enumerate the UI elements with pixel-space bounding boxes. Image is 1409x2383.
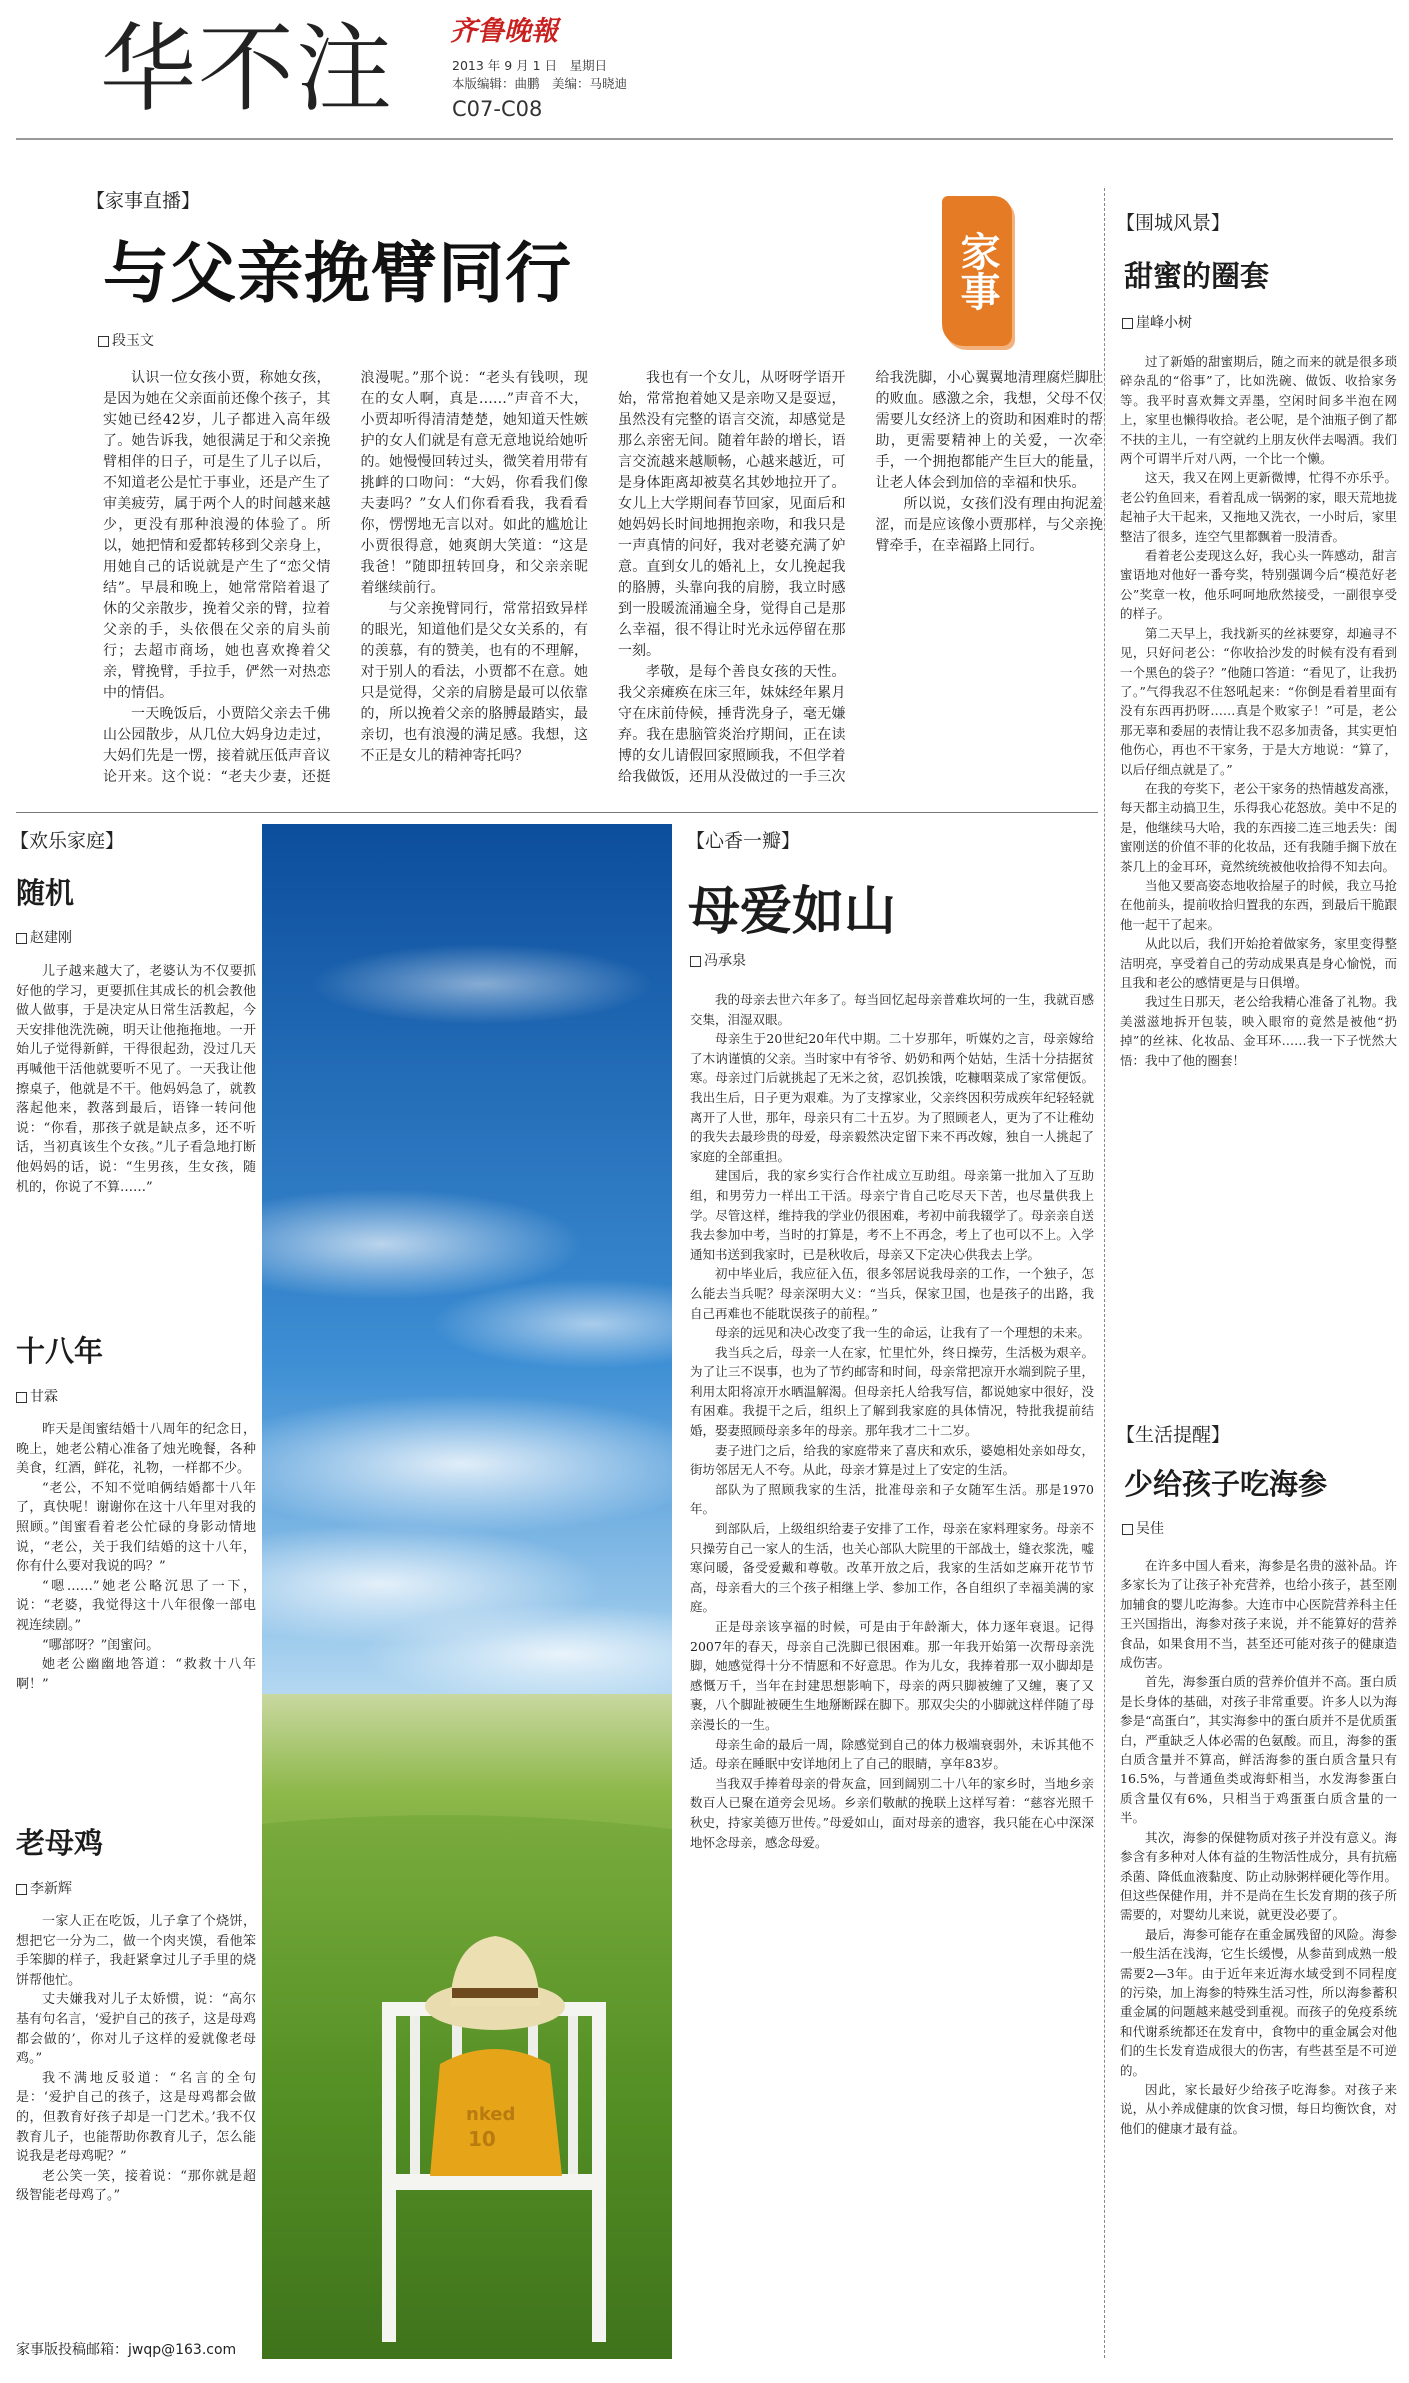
joy-paragraph: 老公笑一笑，接着说：“那你就是超级智能老母鸡了。” xyxy=(16,2168,256,2204)
mother-paragraph: 母亲生命的最后一周，除感觉到自己的体力极端衰弱外，未诉其他不适。母亲在睡眠中安详地闭上了自己的眼睛，享年83岁。 xyxy=(690,1736,1094,1772)
sweet-paragraph: 第二天早上，我找新买的丝袜要穿，却遍寻不见，只好问老公：“你收拾沙发的时候有没有看到一个黑色的袋子？”他随口答道：“看见了，让我扔了。”气得我忍不住怒吼起来：“你倒是看着里面有没有东西再扔呀……真是个败家子！”可是，老公那无辜和委屈的表情让我不忍多加责备，其实更怕他伤心，再也不干家务，于是大方地说：“算了，以后仔细点就是了。” xyxy=(1120,625,1397,777)
joy-item-byline: 李新辉 xyxy=(16,1878,72,1898)
joy-paragraph: “嗯……”她老公略沉思了一下，说：“老婆，我觉得这十八年很像一部电视连续剧。” xyxy=(16,1578,256,1633)
joy-paragraph: 一家人正在吃饭，儿子拿了个烧饼，想把它一分为二，做一个肉夹馍，看他笨手笨脚的样子，我赶紧拿过儿子手里的烧饼帮他忙。 xyxy=(16,1914,256,1988)
joy-paragraph: 儿子越来越大了，老婆认为不仅要抓好他的学习，更要抓住其成长的机会教他做人做事，于是决定从日常生活教起，今天安排他洗洗碗，明天让他拖拖地。一开始儿子觉得新鲜，干得很起劲，没过几天再喊他干活他就要听不见了。一天我让他擦桌子，他就是不干。他妈妈急了，就教落起他来，教落到最后，语锋一转问他说：“你看，那孩子就是缺点多，还不听话，当初真该生个女孩。”儿子看急地打断他妈妈的话，说：“生男孩，生女孩，随机的，你说了不算……” xyxy=(16,964,256,1195)
feature-byline: 段玉文 xyxy=(98,330,154,350)
feature-tag-seal xyxy=(942,196,1012,346)
joy-paragraph: 我不满地反驳道：“名言的全句是：‘爱护自己的孩子，这是母鸡都会做的，但教育好孩子却是一门艺术。’我不仅教育儿子，也能帮助你教育儿子，怎么能说我是老母鸡呢？” xyxy=(16,2070,256,2165)
mother-title: 母爱如山 xyxy=(688,882,897,942)
mother-paragraph: 妻子进门之后，给我的家庭带来了喜庆和欢乐，婆媳相处亲如母女，街坊邻居无人不夸。从此，母亲才算是过上了安定的生活。 xyxy=(690,1442,1094,1478)
center-photo xyxy=(262,824,672,2359)
sweet-paragraph: 当他又要高姿态地收拾屋子的时候，我立马抢在他前头，提前收拾归置我的东西，到最后干脆跟他一起干了起来。 xyxy=(1120,877,1397,932)
joy-paragraph: 昨天是闺蜜结婚十八周年的纪念日，晚上，她老公精心准备了烛光晚餐，各种美食，红酒，鲜花，礼物，一样都不少。 xyxy=(16,1422,256,1477)
mother-paragraph: 母亲的远见和决心改变了我一生的命运，让我有了一个理想的未来。 xyxy=(715,1325,1091,1341)
mother-paragraph: 到部队后，上级组织给妻子安排了工作，母亲在家料理家务。母亲不只操劳自己一家人的生活，也关心部队大院里的干部战士，缝衣浆洗，嘘寒问暖，备受爱戴和尊敬。改革开放之后，我家的生活如芝麻开花节节高，母亲看大的三个孩子相继上学、参加工作，各自组织了幸福美满的家庭。 xyxy=(690,1521,1094,1615)
mother-paragraph: 部队为了照顾我家的生活，批准母亲和子女随军生活。那是1970年。 xyxy=(690,1481,1094,1517)
mother-section-label: 【心香一瓣】 xyxy=(686,830,801,852)
joy-item-title: 十八年 xyxy=(16,1334,104,1368)
seacucumber-byline: 吴佳 xyxy=(1122,1518,1164,1538)
masthead-pages: C07-C08 xyxy=(452,97,543,121)
feature-body xyxy=(103,368,1103,803)
masthead-date: 2013 年 9 月 1 日 星期日 xyxy=(452,58,608,73)
sweet-title: 甜蜜的圈套 xyxy=(1124,259,1270,293)
newspaper-logo: 齐鲁晚報 xyxy=(450,16,558,47)
masthead-rule xyxy=(16,138,1393,140)
mother-paragraph: 初中毕业后，我应征入伍，很多邻居说我母亲的工作，一个独子，怎么能去当兵呢？母亲深明大义：“当兵，保家卫国，也是孩子的出路，我自己再难也不能耽误孩子的前程。” xyxy=(690,1266,1094,1321)
feature-section-label: 【家事直播】 xyxy=(86,190,201,212)
feature-paragraph: 与父亲挽臂同行，常常招致异样的眼光，知道他们是父女关系的，有的羡慕，有的赞美，也有的不理解，对于别人的看法，小贾都不在意。她只是觉得，父亲的肩膀是最可以依靠的，所以挽着父亲的胳膊最踏实，最亲切，也有浪漫的满足感。我想，这不正是女儿的精神寄托吗？ xyxy=(360,601,588,764)
masthead-editors: 本版编辑：曲鹏 美编：马晓迪 xyxy=(452,76,628,91)
joy-paragraph: “老公，不知不觉咱俩结婚都十八年了，真快呢！谢谢你在这十八年里对我的照顾。”闺蜜看着老公忙碌的身影动情地说，“老公，关于我们结婚的这十八年，你有什么要对我说的吗？” xyxy=(16,1480,256,1575)
mother-paragraph: 我的母亲去世六年多了。每当回忆起母亲普难坎坷的一生，我就百感交集，泪湿双眼。 xyxy=(690,992,1094,1027)
seacucumber-paragraph: 首先，海参蛋白质的营养价值并不高。蛋白质是长身体的基础，对孩子非常重要。许多人以为海参是“高蛋白”，其实海参中的蛋白质并不是优质蛋白，严重缺乏人体必需的色氨酸。而且，海参的蛋白质含量并不算高，鲜活海参的蛋白质含量只有16.5%，与普通鱼类或海虾相当，水发海参蛋白质含量仅有6%，只相当于鸡蛋蛋白质含量的一半。 xyxy=(1120,1674,1397,1826)
feature-paragraph: 一天晚饭后，小贾陪父亲去千佛山公园散步，从几位大妈身边走过，大妈们先是一愣，接着就压低声音议论开来。这个说：“老夫少妻，还挺浪漫呢。”那个说：“老头有钱呗，现在的女人啊，真是……”声音不大，小贾却听得清清楚楚，她知道天性嫉护的女人们就是有意无意地说给她听的。她慢慢回转过头，微笑着用带有挑衅的口吻问：“大妈，你看我们像夫妻吗？”女人们你看看我，我看看你，愣愣地无言以对。如此的尴尬让小贾很得意，她爽朗大笑道：“这是我爸！”随即扭转回身，和父亲亲昵着继续前行。 xyxy=(103,370,588,785)
feature-paragraph: 所以说，女孩们没有理由拘泥羞涩，而是应该像小贾那样，与父亲挽臂牵手，在幸福路上同行。 xyxy=(875,496,1103,554)
feature-paragraph: 我也有一个女儿，从呀呀学语开始，常常抱着她又是亲吻又是耍逗，虽然没有完整的语言交流，却感觉是那么亲密无间。随着年龄的增长，语言交流越来越顺畅，心越来越近，可是身体距离却被莫名其妙地拉开了。女儿上大学期间春节回家，见面后和她妈妈长时间地拥抱亲吻，和我只是一声真情的问好，我对老婆充满了妒意。直到女儿的婚礼上，女儿挽起我的胳膊，头靠向我的肩膀，我立时感到一股暖流涌遍全身，觉得自己是那么幸福，很不得让时光永远停留在那一刻。 xyxy=(618,370,846,659)
sweet-byline: 崖峰小树 xyxy=(1122,312,1192,332)
joy-paragraph: 她老公幽幽地答道：“救救十八年啊！” xyxy=(16,1657,256,1692)
mother-byline: 冯承泉 xyxy=(690,950,746,970)
joy-item-body xyxy=(16,962,256,1302)
sweet-section-label: 【围城风景】 xyxy=(1116,212,1231,234)
svg-text:10: 10 xyxy=(468,2127,496,2151)
feature-paragraph: 孝敬，是每个善良女孩的天性。我父亲瘫痪在床三年，妹妹经年累月守在床前侍候，捶背洗身子，毫无嫌弃。我在患脑管炎治疗期间，正在读博的女儿请假回家照顾我，不但学着给我做饭，还用从没做过的一手三次给我洗脚，小心翼翼地清理腐烂脚肚的败血。感激之余，我想，父母不仅需要儿女经济上的资助和困难时的帮助，更需要精神上的关爱，一次牵手，一个拥抱都能产生巨大的能量，让老人体会到加倍的幸福和快乐。 xyxy=(618,370,1103,785)
seacucumber-title: 少给孩子吃海参 xyxy=(1124,1467,1328,1501)
submission-email: 家事版投稿邮箱：jwqp@163.com xyxy=(16,2342,237,2358)
masthead xyxy=(0,0,1409,150)
joy-paragraph: “哪部呀？”闺蜜问。 xyxy=(42,1637,160,1653)
sweet-paragraph: 在我的夸奖下，老公干家务的热情越发高涨，每天都主动搞卫生，乐得我心花怒放。美中不足的是，他继续马大哈，我的东西接二连三地丢失：闺蜜刚送的价值不菲的化妆品，还有我随手搁下放在茶几上的金耳环，竟然统统被他收拾得不知去向。 xyxy=(1120,780,1397,874)
seacucumber-paragraph: 最后，海参可能存在重金属残留的风险。海参一般生活在浅海，它生长缓慢，从参苗到成熟一般需要2—3年。由于近年来近海水域受到不同程度的污染，加上海参的特殊生活习性，所以海参蓄积重金属的问题越来越受到重视。而孩子的免疫系统和代谢系统都还在发育中，食物中的重金属会对他们的生长发育造成很大的伤害，有些甚至是不可逆的。 xyxy=(1120,1926,1397,2078)
seacucumber-body xyxy=(1120,1556,1397,2366)
photo-illustration xyxy=(262,824,672,2359)
seacucumber-paragraph: 因此，家长最好少给孩子吃海参。对孩子来说，从小养成健康的饮食习惯，每日均衡饮食，对他们的健康才最有益。 xyxy=(1120,2081,1397,2136)
joy-section-label: 【欢乐家庭】 xyxy=(10,830,125,852)
joy-item-body xyxy=(16,1912,256,2332)
joy-item-byline: 赵建刚 xyxy=(16,927,72,947)
joy-item-title: 随机 xyxy=(16,876,75,910)
masthead-title: 华不注 xyxy=(100,13,394,125)
mother-paragraph: 建国后，我的家乡实行合作社成立互助组。母亲第一批加入了互助组，和男劳力一样出工干活。母亲宁肯自己吃尽天下苦，也尽量供我上学。尽管这样，维持我的学业仍很困难，考初中前我辍学了。母亲亲自送我去参加中考，当时的打算是，考不上不再念，考上了也可以不上。入学通知书送到我家时，已是秋收后，母亲又下定决心供我去上学。 xyxy=(690,1168,1094,1262)
feature-tag-text: 家事 xyxy=(954,231,1001,311)
mother-paragraph: 当我双手捧着母亲的骨灰盒，回到阔别二十八年的家乡时，当地乡亲数百人已聚在道旁会见场。乡亲们敬献的挽联上这样写着：“慈容光照千秋史，持家美德万世传。”母爱如山，面对母亲的遗容，我只能在心中深深地怀念母亲，感念母爱。 xyxy=(690,1775,1094,1850)
feature-title: 与父亲挽臂同行 xyxy=(103,235,572,312)
mother-body xyxy=(690,990,1094,2360)
sweet-paragraph: 过了新婚的甜蜜期后，随之而来的就是很多琐碎杂乱的“俗事”了，比如洗碗、做饭、收拾家务等。我平时喜欢舞文弄墨，空闲时间多半泡在网上，家里也懒得收拾。老公呢，是个油瓶子倒了都不扶的主儿，一有空就约上朋友伙伴去喝酒。我们两个可谓半斤对八两，一个比一个懒。 xyxy=(1120,354,1397,467)
joy-item-title: 老母鸡 xyxy=(16,1826,104,1860)
joy-item-byline: 甘霖 xyxy=(16,1386,58,1406)
sweet-paragraph: 从此以后，我们开始抢着做家务，家里变得整洁明亮，享受着自己的劳动成果真是身心愉悦，而且我和老公的感情更是与日俱增。 xyxy=(1120,936,1397,990)
svg-text:nked: nked xyxy=(466,2104,516,2125)
sweet-paragraph: 我过生日那天，老公给我精心准备了礼物。我美滋滋地拆开包装，映入眼帘的竟然是被他“扔掉”的丝袜、化妆品、金耳环……我一下子恍然大悟：我中了他的圈套！ xyxy=(1120,994,1397,1068)
joy-item-body xyxy=(16,1420,256,1776)
sweet-body xyxy=(1120,352,1397,1392)
feature-bottom-rule xyxy=(16,812,1098,813)
sweet-paragraph: 这天，我又在网上更新微博，忙得不亦乐乎。老公钓鱼回来，看着乱成一锅粥的家，眼天荒地拢起袖子大干起来，又拖地又洗衣，一小时后，家里整洁了很多，连空气里都飘着一股清香。 xyxy=(1120,470,1397,544)
mother-paragraph: 我当兵之后，母亲一人在家，忙里忙外，终日操劳，生活极为艰辛。为了让三不误事，也为了节约邮寄和时间，母亲常把凉开水端到院子里，利用太阳将凉开水晒温解渴。但母亲托人给我写信，都说她家中很好，没有困难。我提干之后，组织上了解到我家庭的具体情况，特批我提前结婚，娶妻照顾母亲多年的母亲。那年我才二十二岁。 xyxy=(690,1344,1094,1439)
seacucumber-paragraph: 在许多中国人看来，海参是名贵的滋补品。许多家长为了让孩子补充营养，也给小孩子，甚至刚加辅食的婴儿吃海参。大连市中心医院营养科主任王兴国指出，海参对孩子来说，并不能算好的营养食品，如果食用不当，甚至还可能对孩子的健康造成伤害。 xyxy=(1120,1558,1397,1671)
sweet-paragraph: 看着老公麦现这么好，我心头一阵感动，甜言蜜语地对他好一番夸奖，特别强调今后“模范好老公”奖章一枚，他乐呵呵地欣然接受，一副很享受的样子。 xyxy=(1120,548,1397,622)
mother-paragraph: 正是母亲该享福的时候，可是由于年龄渐大，体力逐年衰退。记得2007年的春天，母亲自己洗脚已很困难。那一年我开始第一次帮母亲洗脚，她感觉得十分不情愿和不好意思。作为儿女，我捧着那一双小脚却是感慨万千，当年在封建思想影响下，母亲的两只脚被缠了又缠，裹了又裹，八个脚趾被硬生生地掰断踩在脚下。那双尖尖的小脚就这样伴随了母亲漫长的一生。 xyxy=(690,1619,1094,1732)
mother-paragraph: 母亲生于20世纪20年代中期。二十岁那年，听媒妁之言，母亲嫁给了木讷谨慎的父亲。当时家中有爷爷、奶奶和两个姑姑，生活十分拮据贫寒。母亲过门后就挑起了无米之贫，忍饥挨饿，吃糠咽菜成了家常便饭。我出生后，日子更为艰难。为了支撑家业，父亲终因积劳成疾年纪轻轻就离开了人世，那年，母亲只有二十五岁。为了照顾老人，更为了不让稚幼的我失去最珍贵的母爱，母亲毅然决定留下来不再改嫁，独自一人挑起了家庭的全部重担。 xyxy=(690,1031,1094,1164)
right-column-divider xyxy=(1104,188,1105,2358)
seacucumber-section-label: 【生活提醒】 xyxy=(1116,1424,1231,1446)
seacucumber-paragraph: 其次，海参的保健物质对孩子并没有意义。海参含有多种对人体有益的生物活性成分，具有抗癌杀菌、降低血液黏度、防止动脉粥样硬化等作用。但这些保健作用，并不是尚在生长发育期的孩子所需要的，对婴幼儿来说，就更没必要了。 xyxy=(1120,1829,1397,1923)
joy-paragraph: 丈夫嫌我对儿子太娇惯，说：“高尔基有句名言，‘爱护自己的孩子，这是母鸡都会做的’，你对儿子这样的爱就像老母鸡。” xyxy=(16,1992,256,2067)
feature-paragraph: 认识一位女孩小贾，称她女孩，是因为她在父亲面前还像个孩子，其实她已经42岁，儿子都进入高年级了。她告诉我，她很满足于和父亲挽臂相伴的日子，可是生了儿子以后，不知道老公是忙于事业，还是产生了审美疲劳，属于两个人的时间越来越少，更没有那种浪漫的体验了。所以，她把情和爱都转移到父亲身上，用她自己的话说就是产生了“恋父情结”。早晨和晚上，她常常陪着退了休的父亲散步，挽着父亲的臂，拉着父亲的手，头依偎在父亲的肩头前行；去超市商场，她也喜欢搀着父亲，臂挽臂，手拉手，俨然一对热恋中的情侣。 xyxy=(103,370,331,701)
